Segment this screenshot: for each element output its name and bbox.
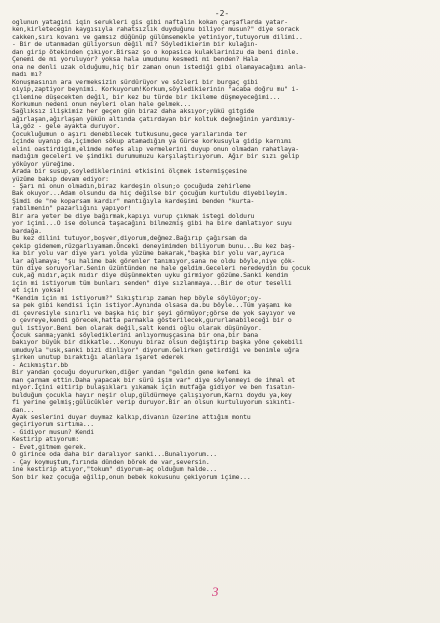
text-line: yüzüme bakıp devam ediyor:	[12, 174, 109, 183]
text-line: içinde uyanıp da,içimden sökup atamadığım ya Gürse korkusuyla gidip karnımı	[12, 137, 292, 146]
text-line: fi yerine gelmiş;gülücükler verip duruyor.Bir an olsun kurtuluyorum sıkıntı-	[12, 398, 296, 407]
text-line: Ayak seslerini duyar duymaz kalkıp,divanın üzerine attığım montu	[12, 413, 251, 422]
text-line: - Şarı mi onun olmadın,biraz kardeşin olsun;o çocuğuda zehirleme	[12, 181, 251, 190]
text-line: Kestirip atıyorum:	[12, 435, 80, 444]
text-line: ona ne denli uzak olduğumu,hiç bir zaman onun istediği gibi olamayacağımı anla-	[12, 62, 307, 71]
text-line: dan girip ötekinden çıkıyor.Birsaz şo o kopasica kulaklarinizu da beni dinle.	[12, 47, 300, 56]
text-line: dan...	[12, 405, 35, 414]
text-line: sa pek gibi kendisi için istiyor.Aynında olsasa da.bu böyle...Tüm yaşamı ke	[12, 301, 292, 310]
text-line: Korkumun nedeni onun neyleri olan hale gelmek...	[12, 99, 191, 108]
text-line: ka bir yolu var diye yarı yolda yüzüme bakarak,"başka bir yolu var,ayrıca	[12, 249, 285, 258]
text-line: oglunun yatagini iqin serukleri gis gibi naftalin kokan çarşaflarda yatar-	[12, 18, 288, 26]
text-line: lar ağlamaya; "şu halime bak görenler tanımıyor,sana ne oldu böyle,niye çök-	[12, 256, 296, 265]
text-line: - Acıkmıştır.bb	[12, 360, 68, 369]
text-line: Çenemi de mi yoruluyor? yoksa hala umudunu kesmedi mi benden? Hala	[12, 55, 259, 64]
text-line: - Evet,gitmem gerek.	[12, 442, 87, 451]
text-line: - Bir de utanmadan güliyorsun değil mi? Söyledikierim bir kulağın-	[12, 40, 259, 49]
text-line: ağırlaşan,ağırlaşan yükün altında çatırdayan bir koltuk değneğinin yardımıy-	[12, 114, 296, 123]
text-line: O girince oda daha bir daralıyor sanki...Bunalıyorum...	[12, 450, 218, 459]
text-line: oiyip,zaptiyor beynimi. Korkuyorum!Korkum,söyledikierinin "acaba doğru mu" i-	[12, 85, 300, 94]
text-line: Bu kez dilini tutuyor,boşver,diyorum,değmez.Bağırıp çağırsam da	[12, 234, 247, 243]
text-line: tün diye soruyorlar.Senin üzüntünden ne hale geldim.Geceleri neredeydin bu çocuk	[12, 263, 311, 272]
text-line: o çevreye,kendi görecek,hatta parmakla gösterilecek,gururlanabileceği bir o	[12, 316, 292, 325]
text-line: ine kestirip atıyor,"tokum" diyorum-aç olduğum halde...	[12, 465, 218, 474]
text-line: Bir yandan çocuğu doyururken,diğer yandan "geldin gene kefemi ka	[12, 368, 251, 377]
text-line: bulduğum çocukla hayır neşir olup,güldürmeye çalışıyorum,Karnı doydu ya,key	[12, 390, 292, 399]
text-line: ken,kirletecegin kaygısıyla rahatsızlık duyduğunu biliyor musun?" diye sorack	[12, 25, 300, 34]
text-line: Konuşmasının ara vermeksizin sürdürüyor ve sözleri bir burgaç gibi	[12, 77, 259, 86]
text-line: yöküyor yüreğime.	[12, 159, 76, 168]
text-line: gul istiyor.Beni ben olarak değil,salt kendi oğlu olarak düşünüyor.	[12, 323, 262, 332]
text-line: di çevresiyle sınırlı ve başka hiç bir şeyi görmüyor;görse de yok sayıyor ve	[12, 308, 296, 317]
text-line: "Kendim için mi istiyorum?" Sıkıştırıp zaman hep böyle söylüyor;oy-	[12, 293, 262, 302]
text-line: madı mı?	[12, 70, 42, 79]
text-line: cakken,sırı kovanı ve gamsız düğünüp gülümsemekle yetiniyor,tutuyorum dilimi..	[12, 32, 303, 41]
text-line: bardağa.	[12, 226, 42, 235]
text-line: cuk,ağ mıdır,açık mıdır diye düşünmekten uyku girmiyor gözüme.Sanki kendim	[12, 271, 288, 280]
text-line: için mi istiyorum tüm bunları senden" diye sızlanmaya...Bir de otur teselli	[12, 278, 292, 287]
text-line: man çarmam ettin.Daha yapacak bir sürü işim var" diye söylenmeyi de ihmal et	[12, 375, 296, 384]
text-line: Çocukluğumun o aşırı denebilecek tutkusunu,gece yarılarında ter	[12, 129, 247, 138]
text-line: - Gidiyor musun? Kendi	[12, 427, 95, 436]
text-line: çilemine düşecekten değil, bir kez bu türde bir ikileme düşmeyeceğimi...	[12, 92, 281, 101]
text-line: Çocuk sanma;yanki söylediklerini anlıyormuşçasına bir ona,bir bana	[12, 331, 259, 340]
text-line: madığım geceleri ve şimdiki durumumuzu karşılaştırıyorum. Ağır bir sızı gelip	[12, 152, 300, 161]
text-line: şirken unutup bıraktığı alanlara işaret ederek	[12, 353, 184, 362]
text-line: umuduyla "usk,sanki bizi dinliyor" diyorum.Gelirken getirdiği ve benimle uğra	[12, 345, 300, 354]
text-line: geçiriyorum sırtıma...	[12, 420, 95, 429]
page-header: -2-	[214, 9, 230, 18]
text-line: Bak okuyor...Adam olsundu da hiç değilse bir çocuğum kurtuldu diyebileyim.	[12, 189, 288, 198]
text-line: bakıyor büyük bir dikkatle...Konuyu biraz olsun değiştirıp başka yöne çekebili	[12, 338, 303, 347]
text-line: et için yoksa!	[12, 286, 65, 295]
text-line: Bir ara yeter be diye bağırmak,kapıyı vurup çıkmak istegi dolduru	[12, 211, 255, 220]
text-line: Son bir kez çocuğa eğilip,onun bebek kokusunu çekiyorum içime...	[12, 472, 251, 481]
text-line: miyor.İçini eitirip bulaşıkları yıkamak için mutfağa gidiyor ve ben fısatın-	[12, 383, 296, 392]
text-line: Arada bir susup,soylediklerinini etkisini ölçmek istermişçesine	[12, 167, 247, 176]
text-line: Şimdi de "ne koparsam kardır" mantığıyla kardeşimi benden "kurta-	[12, 196, 255, 205]
text-line: la,göz - gele ayakta duruyor.	[12, 122, 121, 131]
text-line: çekip gidemem,rüzgarlıyamam.Önceki deneyimimden biliyorum bunu...Bu kez baş-	[12, 241, 296, 250]
text-line: - Çay koymuştum,fırında dünden börek de var,seversin.	[12, 457, 210, 466]
body-text	[12, 19, 432, 481]
text-line: Sağlıksız ilişkimiz her geçen gün biraz daha aksıyor;yükü gitgide	[12, 107, 255, 116]
text-line: yor içimi...O ise dolunca taşacağını bilmezmiş gibi ha bire damlatıyor suyu	[12, 219, 292, 228]
page-number: 3	[212, 584, 219, 599]
text-line: rabilmenin" pazarlığını yapıyor!	[12, 204, 132, 213]
text-line: elini oastirdigim,elimde nefes alıp vermelerini duyup onun olmadan rahatlaya-	[12, 144, 300, 153]
